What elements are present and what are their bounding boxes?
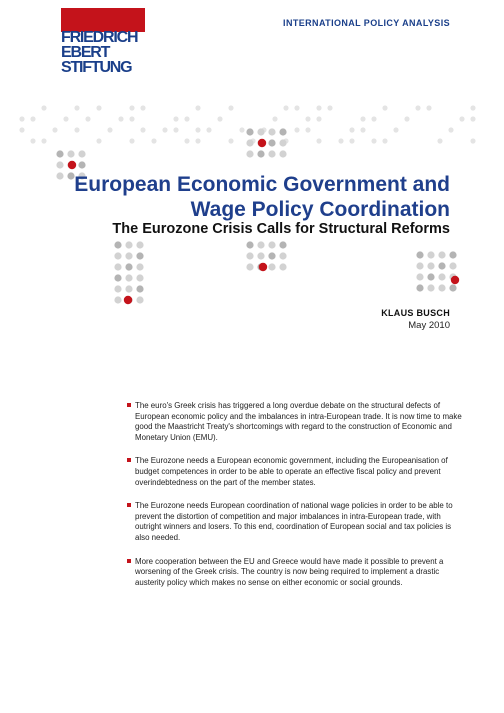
map-dot [63, 116, 68, 121]
map-dot [246, 252, 253, 259]
bullet-text: The Eurozone needs European coordination of national wage policies in order to be able to prevent the distortion of competition and major imbalances in intra-European trade, with outright winners and losers. To this end, coordination of European social and tax policies is also needed. [135, 501, 453, 542]
bullet-marker [127, 458, 131, 462]
map-dot [305, 127, 310, 132]
map-dot [360, 127, 365, 132]
bullet-item [127, 401, 462, 443]
map-dot [426, 105, 431, 110]
summary-bullets [127, 401, 462, 601]
map-dot [41, 138, 46, 143]
map-dot [125, 263, 132, 270]
map-dot [257, 252, 264, 259]
map-dot [67, 150, 74, 157]
map-dot [283, 105, 288, 110]
map-dot [125, 285, 132, 292]
map-dot [393, 127, 398, 132]
map-dot [382, 105, 387, 110]
map-dot [125, 252, 132, 259]
map-dot [427, 284, 434, 291]
map-dot [279, 150, 286, 157]
map-dot [382, 138, 387, 143]
map-dot [438, 284, 445, 291]
map-dot [257, 150, 264, 157]
map-dot [195, 105, 200, 110]
bullet-text: The euro's Greek crisis has triggered a long overdue debate on the structural defects of European economic policy and the imbalances in intra-European trade. It is now time to make good the Maastricht Treaty's shortcomings with regard to the construction of Economic and Monetary Union (EMU). [135, 401, 462, 442]
map-dot [136, 274, 143, 281]
map-dot [470, 105, 475, 110]
map-dot [74, 105, 79, 110]
map-dot [416, 251, 423, 258]
map-dot [268, 128, 275, 135]
map-dot [173, 127, 178, 132]
series-label: INTERNATIONAL POLICY ANALYSIS [283, 18, 450, 28]
map-dot [459, 116, 464, 121]
map-dot [305, 116, 310, 121]
map-dot [19, 116, 24, 121]
map-dot [279, 252, 286, 259]
map-dot [360, 116, 365, 121]
map-dot [349, 127, 354, 132]
map-dot [416, 284, 423, 291]
map-dot [246, 263, 253, 270]
map-dot [259, 263, 267, 271]
map-dot [316, 138, 321, 143]
map-dot [246, 128, 253, 135]
bullet-item [127, 557, 462, 589]
map-dot [268, 263, 275, 270]
map-dot [268, 252, 275, 259]
map-dot [438, 262, 445, 269]
map-dot [114, 296, 121, 303]
map-dot [41, 105, 46, 110]
map-dot [217, 116, 222, 121]
map-dot [96, 105, 101, 110]
map-dot [30, 138, 35, 143]
map-dot [136, 241, 143, 248]
map-dot [415, 105, 420, 110]
bullet-text: The Eurozone needs a European economic government, including the Europeanisation of budget competences in order to be able to operate an effective fiscal policy and prevent overindebtedness on the part of the member states. [135, 456, 448, 487]
map-dot [268, 150, 275, 157]
map-dot [118, 116, 123, 121]
map-dot [327, 105, 332, 110]
map-dot [257, 241, 264, 248]
map-dot [136, 285, 143, 292]
bullet-text: More cooperation between the EU and Greece would have made it possible to prevent a worsening of the Greek crisis. The country is now being required to implement a drastic austerity policy which makes no sense on either economic or social grounds. [135, 556, 444, 587]
map-dot [184, 138, 189, 143]
map-dot [114, 274, 121, 281]
map-dot [19, 127, 24, 132]
map-dot [449, 262, 456, 269]
map-dot [316, 116, 321, 121]
map-dot [114, 241, 121, 248]
map-dot [272, 116, 277, 121]
map-dot [257, 128, 264, 135]
map-dot [448, 127, 453, 132]
map-dot [78, 150, 85, 157]
publication-date: May 2010 [408, 320, 450, 331]
map-dot [184, 116, 189, 121]
map-dot [52, 127, 57, 132]
bullet-item [127, 456, 462, 488]
map-dot [129, 105, 134, 110]
map-dot [316, 105, 321, 110]
map-dot [279, 139, 286, 146]
map-dot [136, 263, 143, 270]
map-dot [438, 273, 445, 280]
map-dot [449, 284, 456, 291]
map-dot [294, 105, 299, 110]
map-dot [427, 251, 434, 258]
map-dot [74, 127, 79, 132]
map-dot [268, 241, 275, 248]
map-dot [371, 116, 376, 121]
bullet-marker [127, 559, 131, 563]
map-dot [56, 161, 63, 168]
map-dot [140, 127, 145, 132]
map-dot [162, 127, 167, 132]
map-dot [96, 138, 101, 143]
map-dot [129, 116, 134, 121]
map-dot [416, 262, 423, 269]
map-dot [78, 161, 85, 168]
map-dot [239, 127, 244, 132]
map-dot [338, 138, 343, 143]
map-dot [206, 127, 211, 132]
map-dot [246, 150, 253, 157]
map-dot [470, 138, 475, 143]
bullet-item [127, 501, 462, 543]
map-dot [438, 251, 445, 258]
map-dot [279, 241, 286, 248]
map-dot [125, 241, 132, 248]
author-name: KLAUS BUSCH [381, 308, 450, 318]
bullet-marker [127, 403, 131, 407]
map-dot [258, 139, 266, 147]
map-dot [136, 296, 143, 303]
map-dot [294, 127, 299, 132]
map-dot [404, 116, 409, 121]
map-dot [195, 127, 200, 132]
map-dot [279, 128, 286, 135]
map-dot [140, 105, 145, 110]
map-dot [268, 139, 275, 146]
map-dot [228, 138, 233, 143]
map-dot [228, 105, 233, 110]
map-dot [151, 138, 156, 143]
map-dot [427, 273, 434, 280]
map-dot [56, 150, 63, 157]
map-dot [124, 296, 132, 304]
map-dot [416, 273, 423, 280]
map-dot [437, 138, 442, 143]
map-dot [136, 252, 143, 259]
map-dot [129, 138, 134, 143]
map-dot [107, 127, 112, 132]
map-dot [114, 285, 121, 292]
map-dot [279, 263, 286, 270]
map-dot [470, 116, 475, 121]
page-title: European Economic Government and Wage Policy Coordination [74, 173, 450, 221]
map-dot [114, 263, 121, 270]
map-dot [85, 116, 90, 121]
map-dot [30, 116, 35, 121]
map-dot [68, 161, 76, 169]
map-dot [451, 276, 459, 284]
page-subtitle: The Eurozone Crisis Calls for Structural Reforms [112, 221, 450, 237]
bullet-marker [127, 503, 131, 507]
map-dot [427, 262, 434, 269]
map-dot [195, 138, 200, 143]
map-dot [371, 138, 376, 143]
map-dot [246, 139, 253, 146]
map-dot [349, 138, 354, 143]
map-dot [449, 251, 456, 258]
map-dot [125, 274, 132, 281]
map-dot [173, 116, 178, 121]
map-dot [246, 241, 253, 248]
logo-wordmark: FRIEDRICH EBERT STIFTUNG [61, 29, 138, 76]
map-dot [114, 252, 121, 259]
